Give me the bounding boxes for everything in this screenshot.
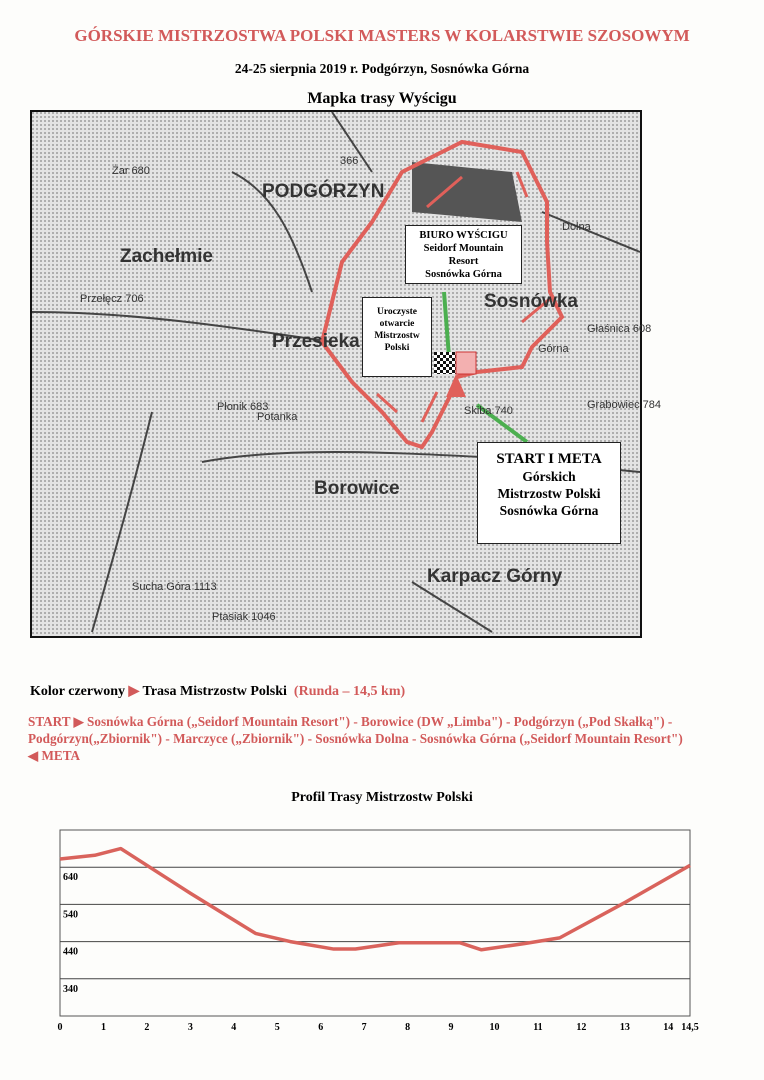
checkered-flag-icon (434, 352, 456, 374)
box-line: otwarcie (379, 319, 415, 329)
route-description (28, 713, 758, 764)
legend-route-name: Trasa Mistrzostw Polski (142, 684, 287, 699)
route-start: START (28, 714, 71, 729)
y-tick-label: 340 (63, 983, 78, 995)
y-tick-label: 540 (63, 909, 78, 921)
race-office-box (405, 225, 522, 284)
place-label: Dolna (562, 221, 591, 233)
place-label: Karpacz Górny (427, 566, 563, 587)
place-label: Borowice (314, 478, 400, 499)
red-flag-icon (456, 352, 476, 374)
box-line: Resort (448, 256, 479, 267)
play-arrow-icon: ▶ (73, 714, 84, 729)
place-label: Grabowiec 784 (587, 399, 661, 411)
road-number: 366 (340, 155, 359, 167)
route-map (30, 110, 661, 638)
y-tick-label: 440 (63, 946, 78, 958)
place-label: Przełęcz 706 (80, 293, 144, 305)
route-text: Sosnówka Górna („Seidorf Mountain Resort") - Borowice (DW „Limba") - Podgórzyn („Pod Skałką") - Podgórzyn(„Zbiornik") - Marczyce („Zbiornik") - Sosnówka Dolna - Sosnówka Górna („Seidorf Mountain Resort") (28, 714, 683, 746)
elevation-line (60, 849, 690, 950)
place-label: Zachełmie (120, 246, 213, 267)
x-tick-label: 14 (663, 1022, 674, 1033)
box-line: Uroczyste (377, 307, 417, 317)
x-tick-label: 0 (57, 1022, 63, 1033)
place-label: PODGÓRZYN (262, 181, 385, 202)
place-label: Głaśnica 608 (587, 323, 652, 335)
y-tick-label: 640 (63, 872, 78, 884)
map-graphics (32, 112, 661, 636)
place-label: Ptasiak 1046 (212, 611, 276, 623)
place-label: Potanka (257, 411, 298, 423)
x-tick-label: 6 (318, 1022, 324, 1033)
opening-ceremony-box (362, 297, 432, 377)
x-tick-label: 1 (100, 1022, 106, 1033)
event-date-location: 24-25 sierpnia 2019 r. Podgórzyn, Sosnówka Górna (234, 61, 530, 76)
place-label: Górna (538, 343, 569, 355)
place-label: Sucha Góra 1113 (132, 581, 217, 593)
x-tick-label: 13 (619, 1022, 630, 1033)
x-tick-label: 2 (144, 1022, 150, 1033)
start-finish-box (477, 442, 621, 544)
place-label: Przesieka (272, 331, 360, 352)
box-line: Seidorf Mountain (423, 243, 504, 254)
chart-title: Profil Trasy Mistrzostw Polski (291, 790, 473, 805)
route-legend (30, 683, 405, 700)
x-tick-label: 4 (231, 1022, 237, 1033)
box-line: START I META (496, 451, 602, 467)
legend-label: Kolor czerwony (30, 684, 125, 699)
place-label: Płonik 683 (217, 401, 269, 413)
box-line: Mistrzostw (374, 331, 420, 341)
elevation-profile-chart (0, 820, 764, 1040)
box-line: Mistrzostw Polski (497, 486, 601, 501)
x-tick-label: 5 (274, 1022, 280, 1033)
back-arrow-icon: ◀ (28, 748, 39, 763)
x-tick-label: 12 (576, 1022, 587, 1033)
play-arrow-icon: ▶ (128, 684, 140, 699)
map-title: Mapka trasy Wyścigu (307, 90, 457, 107)
box-line: Górskich (522, 469, 576, 484)
route-end: META (41, 748, 81, 763)
x-tick-label: 9 (448, 1022, 454, 1033)
x-tick-label: 8 (405, 1022, 411, 1033)
box-line: Polski (384, 343, 410, 353)
x-tick-label: 10 (489, 1022, 500, 1033)
box-line: BIURO WYŚCIGU (419, 230, 508, 241)
x-tick-label: 14,5 (681, 1022, 699, 1033)
x-tick-label: 7 (361, 1022, 367, 1033)
document-title: GÓRSKIE MISTRZOSTWA POLSKI MASTERS W KOLARSTWIE SZOSOWYM (74, 26, 690, 45)
legend-lap-length: (Runda – 14,5 km) (293, 684, 406, 699)
place-label: Skiba 740 (464, 405, 513, 417)
place-label: Sosnówka (484, 291, 578, 312)
x-tick-label: 3 (187, 1022, 193, 1033)
plot-frame (60, 830, 690, 1016)
place-label: Żar 680 (112, 165, 150, 177)
box-line: Sosnówka Górna (425, 269, 502, 280)
x-tick-label: 11 (533, 1022, 543, 1033)
box-line: Sosnówka Górna (499, 503, 599, 518)
